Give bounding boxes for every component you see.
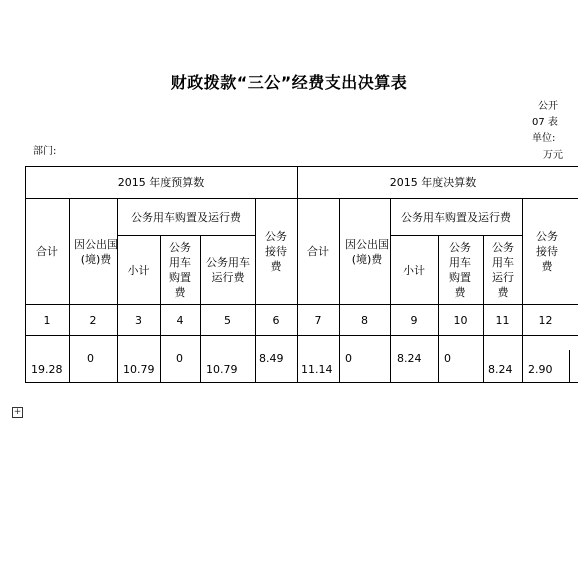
col-number: 1 — [43, 313, 51, 327]
col-number: 2 — [89, 313, 97, 327]
col-number: 9 — [410, 313, 418, 327]
page-title: 财政拨款“三公”经费支出决算表 — [170, 73, 408, 92]
budget-total-value: 19.28 — [31, 363, 63, 376]
actual-group-header: 2015 年度决算数 — [389, 176, 477, 189]
col-number: 11 — [495, 313, 510, 327]
actual-operation-value: 8.24 — [488, 363, 513, 376]
col-number: 6 — [272, 313, 280, 327]
budget-vehicle-header: 公务用车购置及运行费 — [131, 210, 241, 224]
budget-purchase-value: 0 — [176, 352, 183, 365]
unit-label: 单位: — [532, 133, 556, 144]
budget-operation-header: 公务用车运行费 — [206, 256, 250, 284]
department-label: 部门: — [33, 146, 57, 157]
budget-total-header: 合计 — [36, 245, 58, 258]
budget-reception-value: 8.49 — [259, 352, 284, 365]
col-number: 5 — [224, 313, 231, 327]
budget-abroad-header: 因公出国(境)费 — [74, 237, 118, 266]
budget-abroad-value: 0 — [87, 352, 94, 365]
col-number: 7 — [314, 313, 322, 327]
budget-operation-value: 10.79 — [206, 363, 238, 376]
actual-subtotal-header: 小计 — [403, 263, 425, 277]
actual-abroad-value: 0 — [345, 352, 352, 365]
table-move-handle-icon[interactable]: + — [13, 407, 22, 417]
actual-purchase-value: 0 — [444, 352, 451, 365]
actual-reception-header: 公务接待费 — [536, 230, 558, 273]
col-number: 4 — [176, 313, 184, 327]
actual-purchase-header: 公务用车购置费 — [449, 241, 471, 299]
public-label: 公开 — [538, 101, 558, 112]
actual-abroad-header: 因公出国(境)费 — [345, 237, 389, 266]
budget-subtotal-value: 10.79 — [123, 363, 155, 376]
budget-reception-header: 公务接待费 — [265, 230, 287, 273]
col-number: 12 — [538, 313, 553, 327]
actual-total-value: 11.14 — [301, 363, 333, 376]
col-number: 8 — [361, 313, 368, 327]
col-number: 10 — [453, 313, 468, 327]
actual-reception-value: 2.90 — [528, 363, 553, 376]
actual-total-header: 合计 — [307, 245, 329, 258]
actual-operation-header: 公务用车运行费 — [492, 241, 514, 299]
actual-subtotal-value: 8.24 — [397, 352, 422, 365]
actual-vehicle-header: 公务用车购置及运行费 — [401, 210, 511, 224]
budget-group-header: 2015 年度预算数 — [117, 176, 205, 189]
budget-subtotal-header: 小计 — [127, 263, 150, 277]
unit-value: 万元 — [543, 150, 563, 161]
col-number: 3 — [135, 313, 142, 327]
budget-purchase-header: 公务用车购置费 — [169, 241, 191, 299]
table-number: 07 表 — [532, 117, 558, 128]
